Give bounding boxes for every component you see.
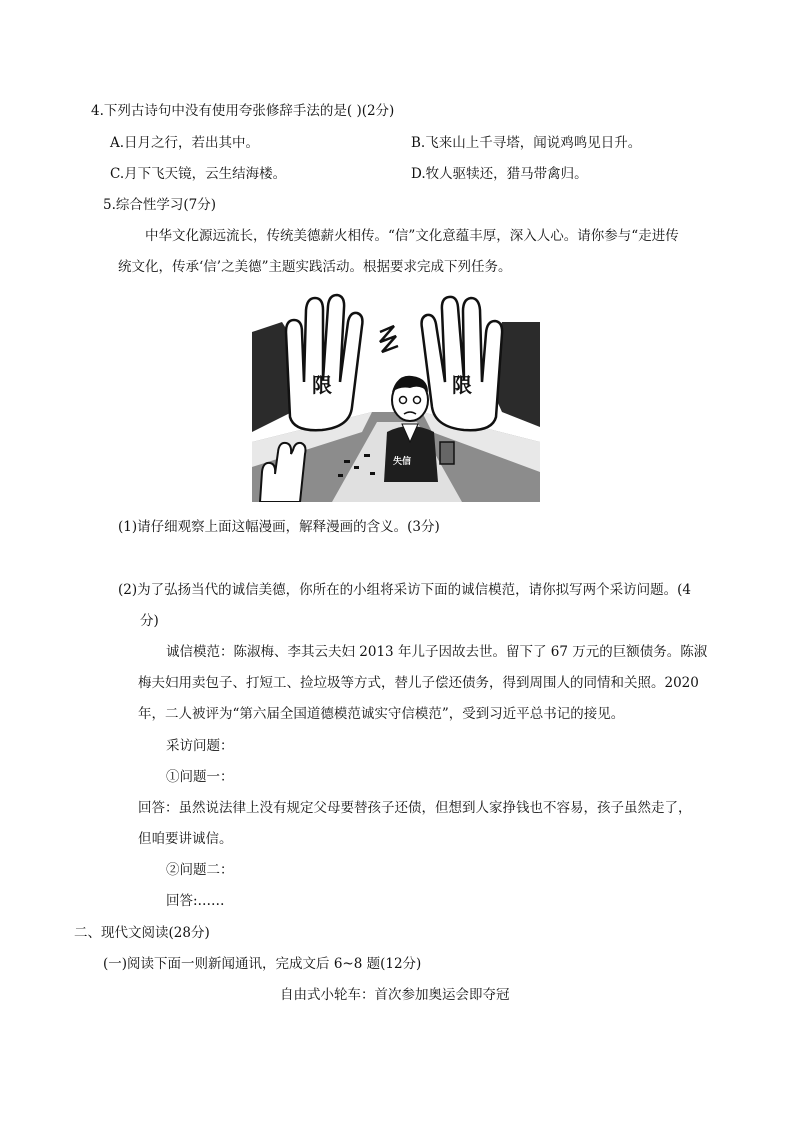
q4-option-c: C.月下飞天镜，云生结海楼。 — [110, 166, 287, 182]
svg-text:失信: 失信 — [392, 457, 412, 467]
model-line3: 年，二人被评为“第六届全国道德模范诚实守信模范”，受到习近平总书记的接见。 — [138, 706, 625, 722]
q4-option-a: A.日月之行，若出其中。 — [110, 135, 260, 151]
section2-part1: (一)阅读下面一则新闻通讯，完成文后 6~8 题(12分) — [103, 956, 422, 972]
answer-1-line2: 但咱要讲诚信。 — [138, 831, 233, 847]
q5-sub1: (1)请仔细观察上面这幅漫画，解释漫画的含义。(3分) — [118, 519, 440, 535]
q4-option-d: D.牧人驱犊还，猎马带禽归。 — [411, 166, 588, 182]
answer-1-line1: 回答：虽然说法律上没有规定父母要替孩子还债，但想到人家挣钱也不容易，孩子虽然走了， — [138, 800, 692, 816]
svg-text:限: 限 — [452, 373, 472, 397]
interview-label: 采访问题： — [166, 738, 234, 754]
model-line2: 梅夫妇用卖包子、打短工、捡垃圾等方式，替儿子偿还债务，得到周围人的同情和关照。2020 — [138, 675, 699, 691]
model-line1: 诚信模范：陈淑梅、李其云夫妇 2013 年儿子因故去世。留下了 67 万元的巨额债务。陈淑 — [166, 644, 708, 660]
section2-title: 二、现代文阅读(28分) — [74, 925, 210, 941]
question-2: ②问题二： — [166, 862, 234, 878]
q4-option-b: B.飞来山上千寻塔，闻说鸡鸣见日升。 — [411, 135, 642, 151]
q5-title: 5.综合性学习(7分) — [103, 197, 217, 213]
article-title: 自由式小轮车：首次参加奥运会即夺冠 — [280, 987, 510, 1003]
q5-sub2-line2: 分) — [140, 613, 159, 629]
svg-text:限: 限 — [312, 373, 332, 397]
answer-2: 回答:…… — [166, 893, 225, 909]
q4-stem: 4.下列古诗句中没有使用夸张修辞手法的是( )(2分) — [91, 103, 395, 119]
honesty-cartoon — [252, 292, 540, 502]
q5-intro-line2: 统文化，传承‘信’之美德”主题实践活动。根据要求完成下列任务。 — [118, 259, 512, 275]
question-1: ①问题一： — [166, 769, 234, 785]
q5-intro-line1: 中华文化源远流长，传统美德薪火相传。“信”文化意蕴丰厚，深入人心。请你参与“走进传 — [145, 228, 679, 244]
q5-sub2-line1: (2)为了弘扬当代的诚信美德，你所在的小组将采访下面的诚信模范，请你拟写两个采访问题。(4 — [118, 582, 691, 598]
